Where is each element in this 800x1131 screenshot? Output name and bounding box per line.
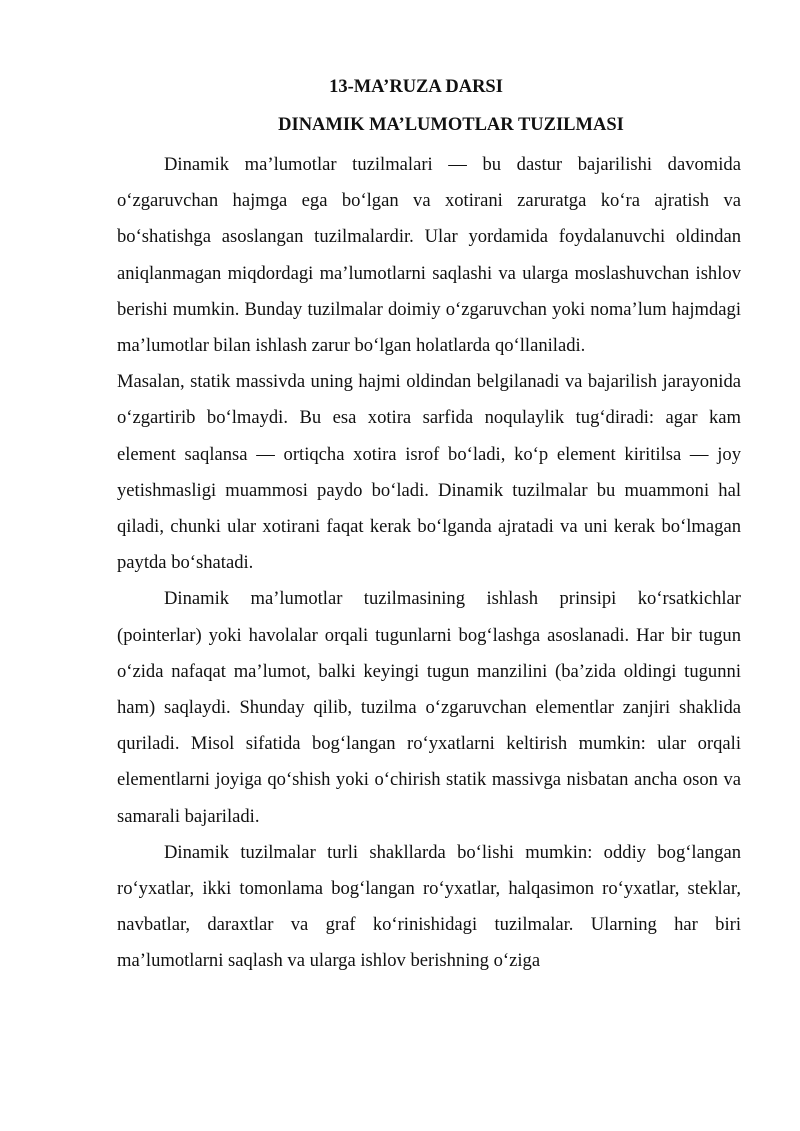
paragraph-3: Dinamik ma’lumotlar tuzilmasining ishlash prinsipi ko‘rsatkichlar (pointerlar) yoki havolalar orqali tugunlarni bog‘lashga asoslanadi. Har bir tugun o‘zida nafaqat ma’lumot, balki keyingi tugun manzilini (ba’zida oldingi tugunni ham) saqlaydi. Shunday qilib, tuzilma o‘zgaruvchan elementlar zanjiri shaklida quriladi. Misol sifatida bog‘langan ro‘yxatlarni keltirish mumkin: ular orqali elementlarni joyiga qo‘shish yoki o‘chirish statik massivga nisbatan ancha oson va samarali bajariladi. — [117, 588, 741, 827]
document-title: DINAMIK MA’LUMOTLAR TUZILMASI — [278, 115, 624, 135]
document-body — [117, 147, 741, 980]
paragraph-2: Masalan, statik massivda uning hajmi oldindan belgilanadi va bajarilish jarayonida o‘zgartirib bo‘lmaydi. Bu esa xotira sarfida noqulaylik tug‘diradi: agar kam element saqlansa — ortiqcha xotira isrof bo‘ladi, ko‘p element kiritilsa — joy yetishmasligi muammosi paydo bo‘ladi. Dinamik tuzilmalar bu muammoni hal qiladi, chunki ular xotirani faqat kerak bo‘lganda ajratadi va uni kerak bo‘lmagan paytda bo‘shatadi. — [117, 371, 741, 574]
paragraph-1: Dinamik ma’lumotlar tuzilmalari — bu dastur bajarilishi davomida o‘zgaruvchan hajmga ega bo‘lgan va xotirani zaruratga ko‘ra ajratish va bo‘shatishga asoslangan tuzilmalardir. Ular yordamida foydalanuvchi oldindan aniqlanmagan miqdordagi ma’lumotlarni saqlashi va ularga moslashuvchan ishlov berishi mumkin. Bunday tuzilmalar doimiy o‘zgaruvchan yoki noma’lum hajmdagi ma’lumotlar bilan ishlash zarur bo‘lgan holatlarda qo‘llaniladi. — [117, 154, 741, 357]
lecture-number-heading: 13-MA’RUZA DARSI — [329, 77, 503, 97]
paragraph-4: Dinamik tuzilmalar turli shakllarda bo‘lishi mumkin: oddiy bog‘langan ro‘yxatlar, ikki tomonlama bog‘langan ro‘yxatlar, halqasimon ro‘yxatlar, steklar, navbatlar, daraxtlar va graf ko‘rinishidagi tuzilmalar. Ularning har biri ma’lumotlarni saqlash va ularga ishlov berishning o‘ziga — [117, 841, 741, 972]
